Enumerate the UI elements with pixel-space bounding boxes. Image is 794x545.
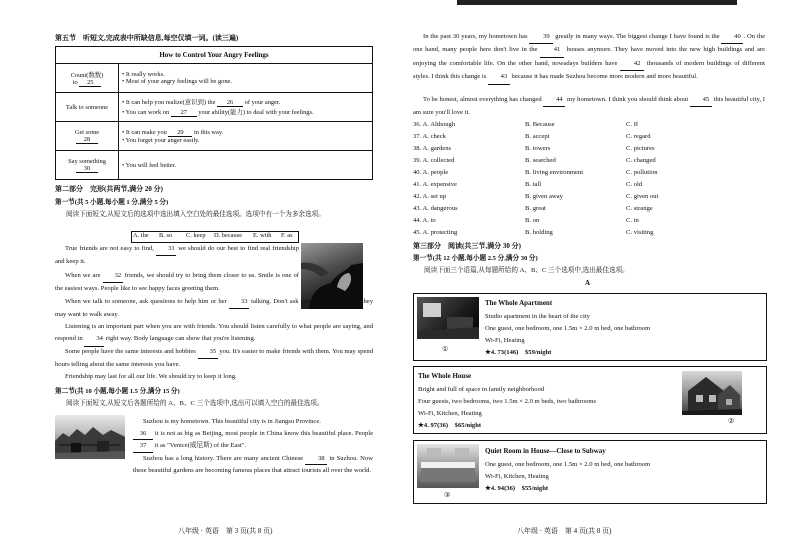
answer-blank: 40 [721, 31, 743, 44]
part3-sec1-title: 第一节(共 12 小题,每小题 2.5 分,满分 30 分) [413, 255, 538, 262]
choice-b: B. towers [525, 145, 551, 152]
table-item: It can help you realize(意识到) the [125, 99, 218, 106]
part3-instruction: 阅读下面三个语篇,从每题所给的 A、B、C 三个选项中,选出最佳选项。 [424, 267, 629, 274]
row-label-text: Get some [74, 128, 100, 136]
paragraph-text: Suzhou has a long history. There are many ancient Chinese [143, 454, 306, 462]
ad-card-1 [413, 293, 767, 361]
cloze-paragraph-2 [55, 270, 299, 296]
cloze-paragraph-6: Friendship may last for all our life. We should try to keep it long. [65, 373, 237, 380]
choice-c: C. pictures [626, 145, 655, 152]
paragraph-text: houses anymore. They have moved into the new high buildings and are enjoying the comfortable life. On the other hand, nowadays builders have [413, 46, 765, 67]
answer-blank: 45 [690, 94, 712, 107]
answer-blank: 42 [620, 58, 644, 71]
choice-a: 40. A. people [413, 169, 449, 176]
row-label-text: Count(数数) [70, 71, 104, 79]
answer-blank: 30 [76, 165, 98, 173]
sec2-title: 第二节(共 10 小题,每小题 1.5 分,满分 15 分) [55, 388, 180, 395]
option-f: F. as [281, 232, 293, 239]
ad-line: Wi-Fi, Kitchen, Heating [485, 473, 549, 480]
choice-b: B. accept [525, 133, 550, 140]
paragraph-text: it as "Venice(威尼斯) of the East". [153, 442, 247, 450]
answer-blank: 29 [168, 129, 192, 137]
paragraph-text: talking. Don't ask personal questions, or they may want to walk away. [55, 298, 373, 319]
angry-feelings-table [55, 46, 373, 180]
choice-a: 45. A. protecting [413, 229, 458, 236]
table-row-items: • It can make you 29 in this way. • You forget your anger easily. [119, 122, 373, 151]
choice-c: C. strange [626, 205, 653, 212]
paragraph-text: it is not as big as Beijing, most people in China know this beautiful place. People [153, 429, 373, 437]
answer-blank: 36 [133, 428, 153, 441]
paragraph-text: we should do our best to find real friendship and keep it. [55, 245, 299, 266]
ad-rating: ★4. 94(36) $55/night [485, 485, 549, 492]
table-row-items: • It can help you realize(意识到) the 26 of your anger. • You can work on 27 your ability(能力) to deal with your feelings. [119, 93, 373, 122]
ad-number: ③ [444, 491, 451, 499]
choice-a: 36. A. Although [413, 121, 456, 128]
ad-card-3 [413, 440, 767, 504]
choice-b: B. great [525, 205, 546, 212]
paragraph-text: When we talk to someone, ask questions to help him or her [65, 298, 229, 305]
answer-blank: 39 [529, 31, 553, 44]
choice-c: C. in [626, 217, 639, 224]
paragraph-text: because it has made Suzhou become more modern and more beautiful. [509, 73, 698, 81]
passage-line [55, 416, 373, 428]
table-row-label [56, 122, 119, 151]
table-item: of your anger. [243, 99, 281, 106]
ad-line: Studio apartment in the heart of the city [485, 313, 590, 320]
table-row-items: • You will feel better. [119, 151, 373, 180]
paragraph-text: you. It's easier to make friends with them. You may spend hours telling about the same interests you have. [55, 348, 373, 369]
choice-b: B. on [525, 217, 540, 224]
table-row-label [56, 64, 119, 93]
answer-blank: 41 [540, 44, 564, 57]
answer-blank: 32 [103, 270, 123, 283]
paragraph-text: Suzhou is my hometown. This beautiful city is in Jiangsu Province. [143, 418, 321, 425]
sec1-instruction: 阅读下面短文,从短文后的选项中选出填入空白处的最佳选项。选项中有一个为多余选项。 [66, 211, 325, 218]
table-item: in this way. [192, 128, 224, 136]
answer-blank: 28 [76, 136, 98, 144]
paragraph-text: True friends are not easy to find, [65, 245, 157, 252]
table-item: You will feel better. [125, 161, 177, 169]
paragraph-text: my hometown. I think you should think about [565, 96, 690, 103]
choice-b: B. tall [525, 181, 542, 188]
choice-b: B. living environment [525, 169, 584, 176]
page-footer-left: 八年级 · 英语 第 3 页(共 8 页) [178, 527, 273, 535]
part3-title: 第三部分 阅读(共三节,满分 30 分) [413, 242, 521, 250]
option-b: B. so [159, 232, 173, 239]
choice-c: C. given out [626, 193, 659, 200]
option-c: C. keep [186, 232, 206, 239]
passage-paragraph-2 [413, 94, 765, 120]
option-e: E. with [253, 232, 272, 239]
section-letter: A [585, 279, 591, 287]
choice-c: C. If [626, 121, 639, 128]
paragraph-text: this beautiful city, I am sure you'll love it. [413, 96, 765, 117]
page-footer-right: 八年级 · 英语 第 4 页(共 8 页) [517, 527, 612, 535]
table-item: your ability(能力) to deal with your feelings. [196, 109, 314, 116]
table-row-label: Talk to someone [56, 93, 119, 122]
table-item: It really works. [125, 71, 165, 78]
ad-number: ② [728, 417, 735, 425]
paragraph-text: right way. Body language can show that you're listening. [104, 335, 256, 343]
table-item: You can work on [125, 109, 171, 116]
reading-passage [55, 416, 373, 477]
answer-blank: 34 [84, 333, 104, 346]
answer-blank: 38 [305, 453, 327, 466]
choice-c: C. old [626, 181, 643, 188]
table-title: How to Control Your Angry Feelings [56, 47, 373, 64]
choice-c: C. changed [626, 157, 656, 164]
paragraph-text: . On the one hand, many people here don't live in the [413, 33, 765, 54]
answer-blank: 26 [217, 99, 243, 107]
ad-title: Quiet Room in House—Close to Subway [485, 447, 606, 455]
choice-a: 41. A. expensive [413, 181, 457, 188]
option-d: D. because [214, 232, 243, 239]
apartment-photo [417, 297, 479, 339]
section5-title: 第五节 听短文,完成表中所缺信息,每空仅填一词。(读三遍) [55, 34, 239, 42]
part2-title: 第二部分 完形(共两节,满分 20 分) [55, 185, 163, 193]
sec1-title: 第一节(共 5 小题,每小题 1 分,满分 5 分) [55, 199, 169, 206]
passage-paragraph-1 [413, 31, 765, 85]
ad-card-2 [413, 366, 767, 434]
ad-rating: ★4. 97(36) $65/night [418, 422, 482, 429]
paragraph-text: greatly in many ways. The biggest change I have found is the [553, 33, 722, 40]
cloze-paragraph-1 [55, 243, 299, 269]
ad-title: The Whole House [418, 372, 472, 380]
cloze-paragraph-4 [55, 321, 373, 347]
row-label-text: Say something [68, 157, 106, 165]
ad-number: ① [442, 345, 449, 353]
ad-title: The Whole Apartment [485, 299, 553, 307]
answer-blank: 31 [156, 243, 176, 256]
answer-blank: 43 [488, 71, 510, 84]
ad-line: One guest, one bedroom, one 1.5m × 2.0 m bed, one bathroom [485, 325, 651, 332]
ad-line: Wi-Fi, Heating [485, 337, 525, 344]
choice-a: 39. A. collected [413, 157, 455, 164]
answer-blank: 37 [133, 440, 153, 453]
answer-blank: 33 [229, 296, 249, 309]
answer-blank: 44 [543, 94, 565, 107]
paragraph-text: When we are [65, 272, 103, 279]
ad-line: Wi-Fi, Kitchen, Heating [418, 410, 482, 417]
paragraph-text: Some people have the same interests and hobbies [65, 348, 198, 355]
right-page [397, 0, 794, 545]
paragraph-text: In the past 30 years, my hometown has [423, 33, 530, 40]
choice-b: B. holding [525, 229, 553, 236]
table-row-label [56, 151, 119, 180]
answer-blank: 27 [171, 109, 197, 117]
ad-line: One guest, one bedroom, one 1.5m × 2.0 m bed, one bathroom [485, 461, 651, 468]
choice-a: 37. A. check [413, 133, 446, 140]
choice-a: 43. A. dangerous [413, 205, 458, 212]
ad-line: Four guests, two bedrooms, two 1.5m × 2.0 m beds, two bathrooms [418, 398, 597, 405]
paragraph-text: To be honest, almost everything has changed [423, 96, 544, 103]
passage-line [55, 428, 373, 453]
cloze-paragraph-5 [55, 346, 373, 372]
house-photo [682, 371, 742, 415]
table-item: Most of your angry feelings will be gone. [125, 78, 232, 85]
paragraph-text: in Suzhou. Now these beautiful gardens are becoming famous places that attract tourists all over the world. [133, 454, 373, 475]
choice-c: C. pollution [626, 169, 658, 176]
choice-c: C. regard [626, 133, 651, 140]
choice-a: 42. A. set up [413, 193, 447, 200]
option-a: A. the [133, 232, 149, 239]
cloze-paragraph-3 [55, 296, 373, 322]
choice-a: 38. A. gardens [413, 145, 452, 152]
answer-blank: 35 [198, 346, 218, 359]
choice-b: B. given away [525, 193, 563, 200]
paragraph-text: Listening is an important part when you are with friends. You should listen carefully to what people are saying, and respond in [55, 323, 373, 343]
table-item: You forget your anger easily. [125, 136, 200, 144]
table-row-items: • It really works. • Most of your angry feelings will be gone. [119, 64, 373, 93]
ad-line: Bright and full of space in family neighborhood [418, 386, 545, 393]
choice-c: C. visiting [626, 229, 654, 236]
choice-b: B. searched [525, 157, 556, 164]
answer-blank: 25 [79, 79, 101, 87]
table-item: It can make you [125, 128, 169, 136]
top-crop-bar [457, 0, 737, 5]
paragraph-text: thousands of modern buildings of different styles. I think this change is [413, 59, 765, 81]
ad-rating: ★4. 73(146) $59/night [485, 349, 552, 356]
paragraph-text: friends, we should try to bring them closer to us. Smile is one of the easiest ways. People like to see happy faces greeting them. [55, 272, 299, 293]
passage-line [55, 453, 373, 477]
choice-b: B. Because [525, 121, 555, 128]
sec2-instruction: 阅读下面短文,从短文后各题所给的 A、B、C 三个选项中,选出可以填入空白的最佳选项。 [66, 400, 324, 407]
choice-a: 44. A. to [413, 217, 436, 224]
row-label-text: to [72, 78, 80, 86]
room-photo [417, 444, 479, 488]
